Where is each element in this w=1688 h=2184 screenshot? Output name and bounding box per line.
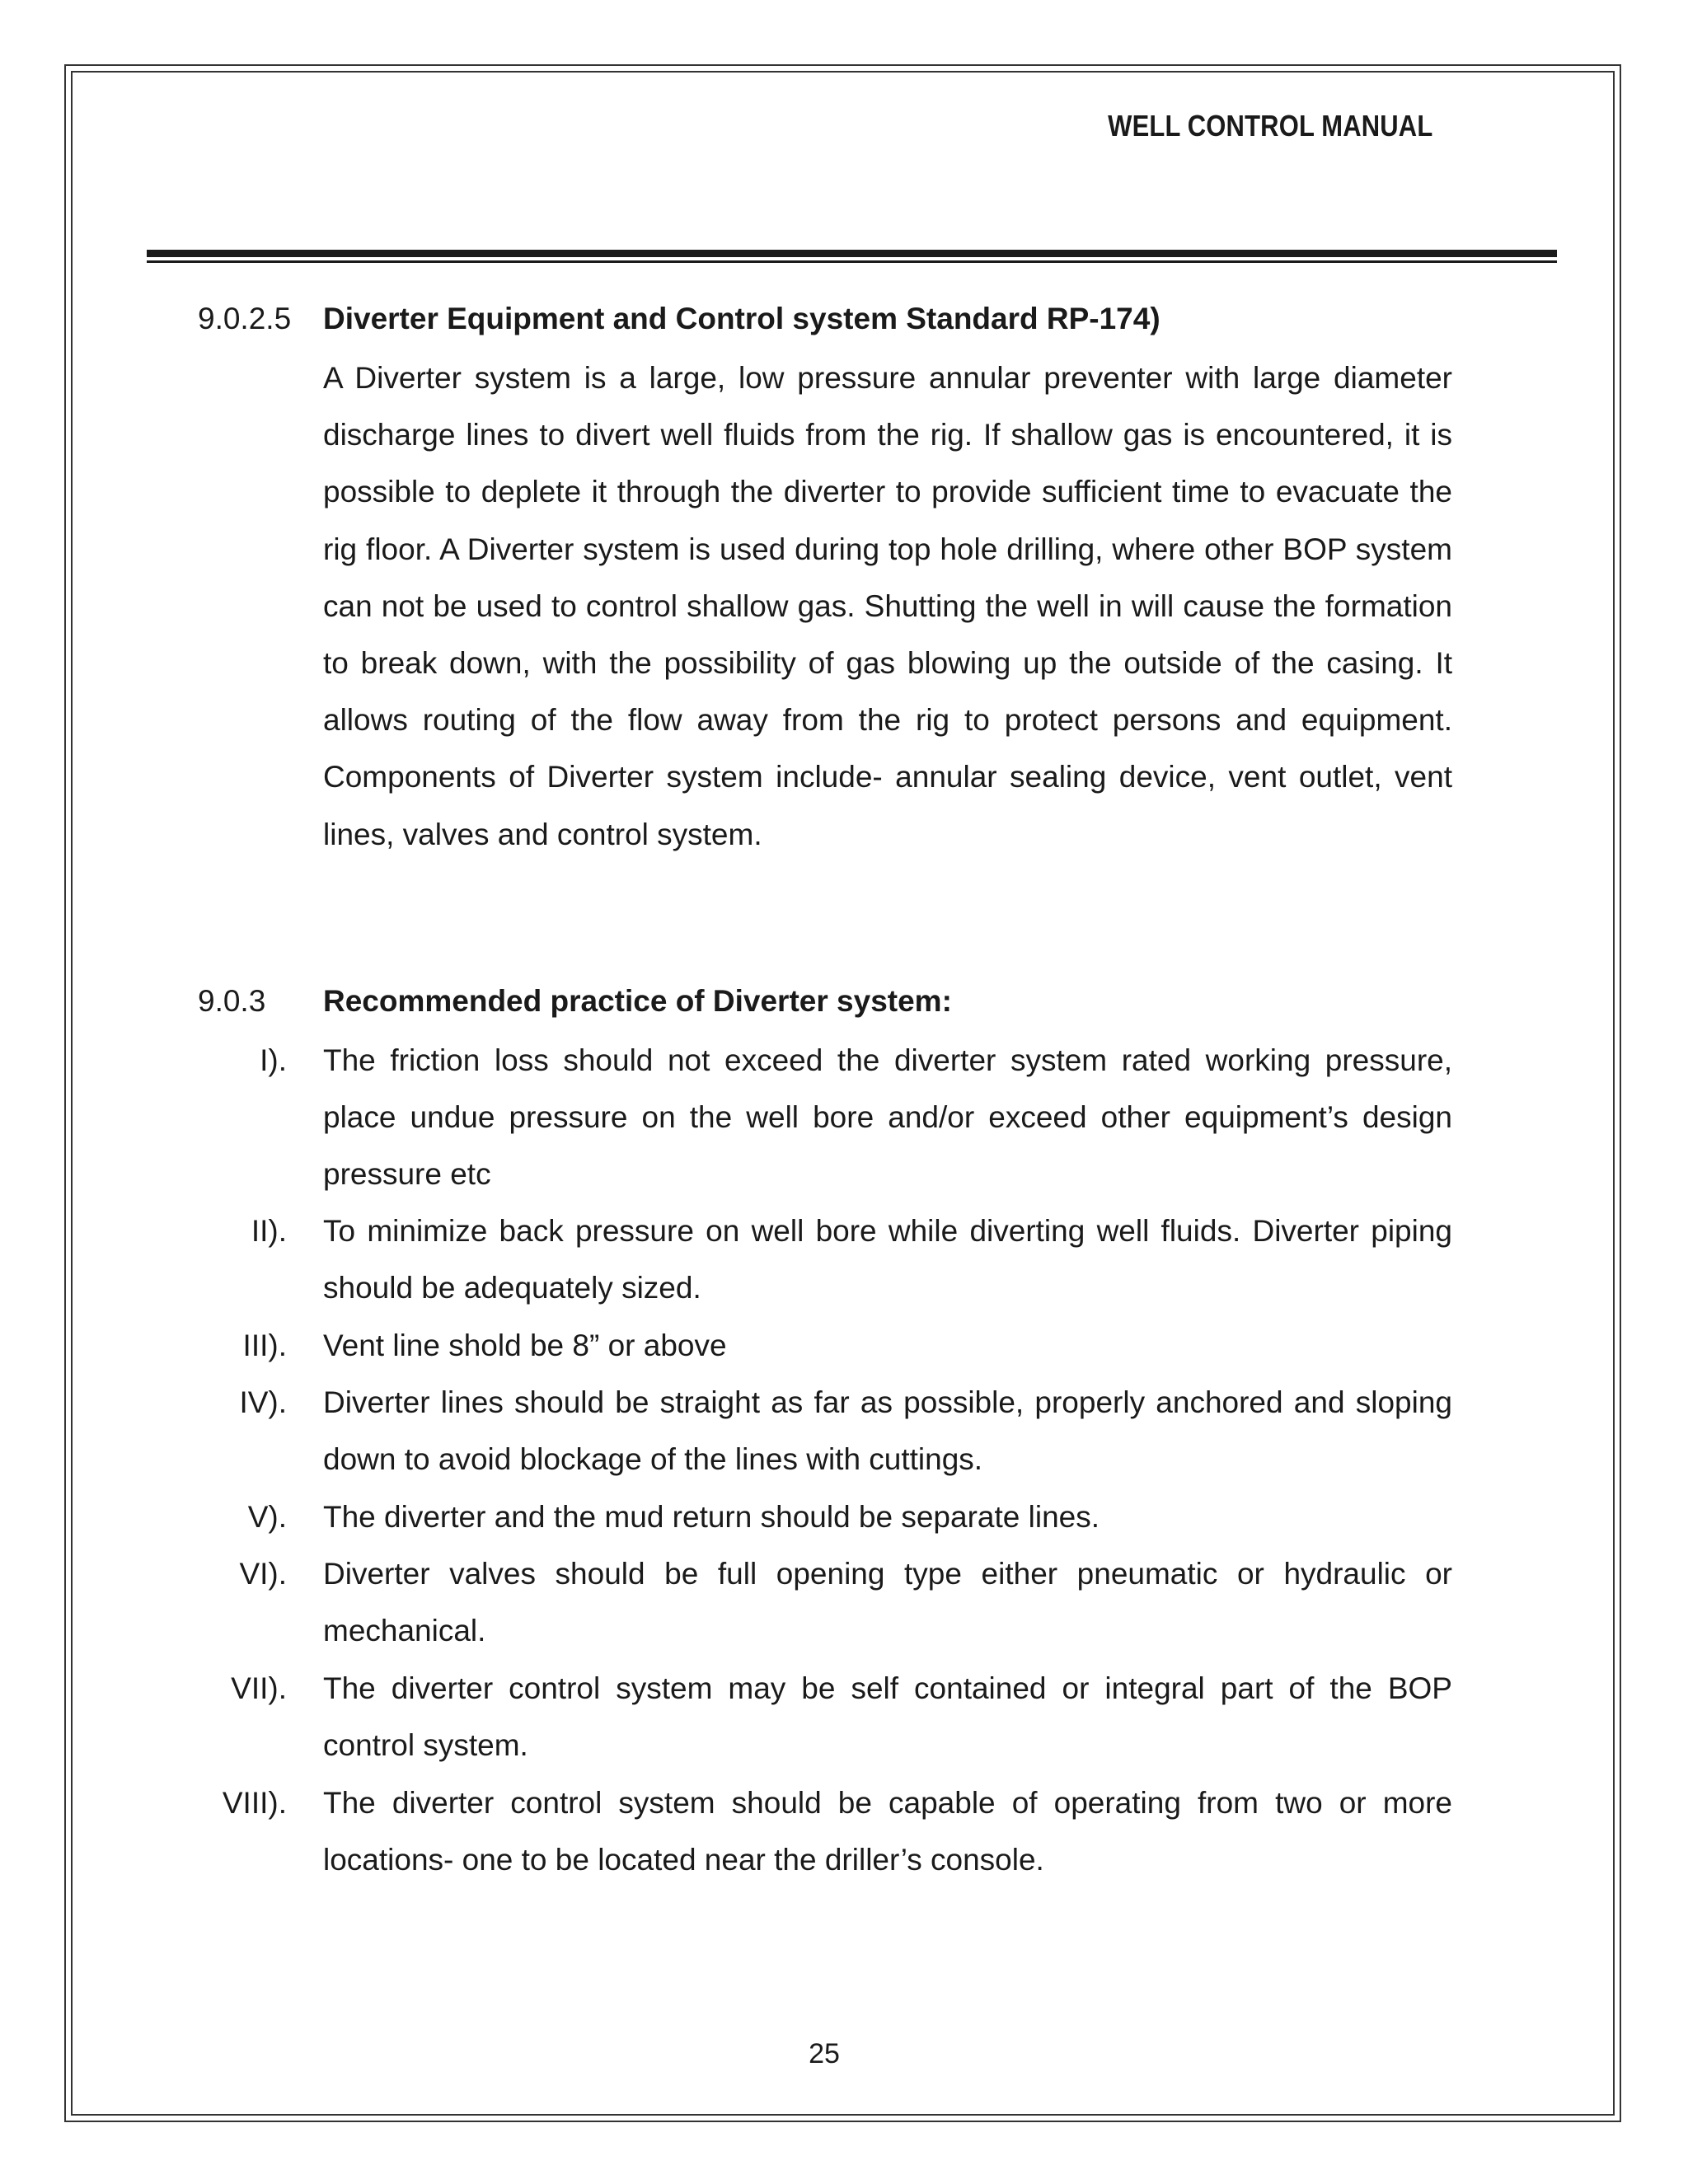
running-header: WELL CONTROL MANUAL (1107, 109, 1432, 143)
list-item-text: Diverter valves should be full opening type either pneumatic or hydraulic or mechanical. (323, 1557, 1452, 1648)
list-item-text: Diverter lines should be straight as far as possible, properly anchored and sloping down to avoid blockage of the lines with cuttings. (323, 1385, 1452, 1477)
list-item-text: The friction loss should not exceed the diverter system rated working pressure, place undue pressure on the well bore and/or exceed other equipment’s design pressure etc (323, 1043, 1452, 1192)
page-number: 25 (809, 2038, 840, 2069)
list-numeral: IV). (239, 1385, 287, 1419)
list-item-text: The diverter and the mud return should be separate lines. (323, 1500, 1100, 1534)
section-heading: Diverter Equipment and Control system Standard RP-174) (323, 302, 1160, 335)
list-numeral: VI). (239, 1557, 287, 1591)
list-numeral: V). (247, 1500, 287, 1534)
list-numeral: II). (251, 1214, 287, 1248)
list-numeral: VIII). (222, 1786, 287, 1820)
list-numeral: III). (242, 1329, 287, 1362)
list-numeral: VII). (231, 1671, 287, 1705)
section-number: 9.0.3 (198, 984, 266, 1018)
list-item-text: The diverter control system should be capable of operating from two or more locations- one to be located near the driller’s console. (323, 1786, 1452, 1877)
list-item-text: Vent line shold be 8” or above (323, 1329, 727, 1362)
section-heading: Recommended practice of Diverter system: (323, 984, 952, 1018)
header-rule (147, 250, 1557, 257)
header-rule-thin (147, 260, 1557, 263)
section-number: 9.0.2.5 (198, 302, 292, 335)
list-item-text: To minimize back pressure on well bore while diverting well fluids. Diverter piping should be adequately sized. (323, 1214, 1452, 1305)
section-paragraph: A Diverter system is a large, low pressure annular preventer with large diameter discharge lines to divert well fluids from the rig. If shallow gas is encountered, it is possible to deplete it through the diverter to provide sufficient time to evacuate the rig floor. A Diverter system is used during top hole drilling, where other BOP system can not be used to control shallow gas. Shutting the well in will cause the formation to break down, with the possibility of gas blowing up the outside of the casing. It allows routing of the flow away from the rig to protect persons and equipment. Components of Diverter system include- annular sealing device, vent outlet, vent lines, valves and control system. (323, 361, 1452, 851)
list-item-text: The diverter control system may be self contained or integral part of the BOP control system. (323, 1671, 1452, 1763)
list-numeral: I). (260, 1043, 287, 1077)
